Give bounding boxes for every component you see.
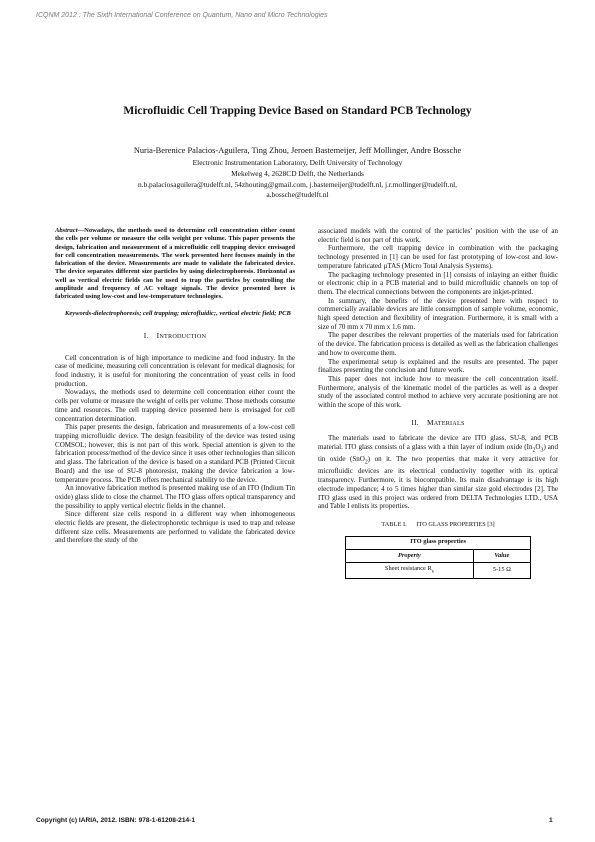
- table-column-header: Value: [473, 549, 530, 562]
- section-heading-materials: II. MATERIALS: [411, 417, 465, 427]
- right-column: [318, 227, 558, 579]
- intro-paragraph: This paper presents the design, fabrication and measurements of a low-cost cell trapping microfluidic device. The design feasibility of the device was tested using COMSOL; however, this is not part of this work. Special attention is given to the fabrication process/method of the device since it uses other technologies than silicon and glass. The fabrication of the device is based on a standard PCB (Printed Circuit Board) and the use of SU-8 photoresist, making the device fabrication a low-temperature process. The PCB offers mechanical stability to the device.: [55, 423, 295, 484]
- paper-title: Microfluidic Cell Trapping Device Based on Standard PCB Technology: [123, 105, 472, 117]
- intro-paragraph: An innovative fabrication method is presented making use of an ITO (Indium Tin oxide) glass slide to close the channel. The ITO glass offers optical transparency and the possibility to apply vertical electric fields in the channel.: [55, 484, 295, 510]
- abstract-dash: —: [77, 227, 85, 234]
- intro-paragraph: Since different size cells respond in a different way when inhomogeneous electric fields are present, the dielectrophoretic technique is used to trap and release different size cells. Measurements are performed to validate the fabricated device and therefore the study of the: [55, 510, 295, 545]
- body-paragraph: The experimental setup is explained and the results are presented. The paper finalizes presenting the conclusion and future work.: [318, 357, 558, 375]
- author-list: Nuria-Berenice Palacios-Aguilera, Ting Zhou, Jeroen Bastemeijer, Jeff Mollinger, Andre Bossche: [133, 146, 462, 155]
- affiliation-block: [40, 158, 555, 201]
- keywords: Keywords-dielectrophoresis; cell trapping; microfluidic;, vertical electric field; PCB: [65, 309, 291, 317]
- body-paragraph: The packaging technology presented in [1] consists of inlaying an either fluidic or electronic chip in a PCB material and to build microfluidic channels on top of them. The electrical connections between the components are inkjet-printed.: [318, 270, 558, 296]
- intro-paragraph: Nowadays, the methods used to determine cell concentration either count the cells per volume or measure the weight of cells per volume. Those methods consume time and resources. The cell trapping device presented here is envisaged for cell concentration determination.: [55, 388, 295, 423]
- section-heading-introduction: I. INTRODUCTION: [143, 330, 207, 340]
- table-cell: Sheet resistance $R_s$: [346, 563, 474, 579]
- conference-header: ICQNM 2012 : The Sixth International Conference on Quantum, Nano and Micro Technologies: [36, 12, 328, 19]
- left-column: [55, 227, 295, 545]
- body-paragraph: In summary, the benefits of the device presented here with respect to commercially available devices are little consumption of sample volume, economic, high speed detection and flexibility of integration. Furthermore, it is small with a size of 70 mm x 70 mm x 1.6 mm.: [318, 296, 558, 331]
- table-column-header: Property: [346, 549, 474, 562]
- abstract-label: Abstract: [55, 227, 78, 234]
- ito-properties-table: [345, 536, 531, 579]
- body-paragraph: This paper does not include how to measure the cell concentration itself. Furthermore, analysis of the kinematic model of the particles as well as a deeper study of the associated control method to achieve very accurate positioning are not within the scope of this work.: [318, 374, 558, 410]
- page-number: 1: [549, 817, 553, 824]
- table-caption: TABLE I. ITO GLASS PROPERTIES [3]: [381, 520, 495, 528]
- affiliation-lab: Electronic Instrumentation Laboratory, Delft University of Technology: [192, 158, 403, 167]
- affiliation-address: Mekelweg 4, 2628CD Delft, the Netherlands: [231, 168, 364, 178]
- abstract-text: Nowadays, the methods used to determine cell concentration either count the cells per volume or measure the cells weight per volume. This paper presents the design, fabrication and measurement of a microfluidic cell trapping device envisaged for cell concentration measurements. The work presented here focuses mainly in the fabrication of the device. Measurements are made to validate the fabricated device. The device separates different size particles by using dielectrophoresis. Horizontal as well as vertical electric fields can be used to trap the particles by controlling the amplitude and frequency of AC voltage signals. The device presented here is fabricated using low-cost and low-temperature technologies.: [55, 227, 295, 301]
- affiliation-emails-cont: a.bossche@tudelft.nl: [266, 190, 329, 200]
- abstract: [55, 227, 295, 302]
- table-group-header: ITO glass properties: [346, 536, 531, 549]
- body-paragraph: associated models with the control of the particles’ position with the use of an electric field is not part of this work.: [318, 227, 558, 244]
- affiliation-emails: n.b.palaciosaguilera@tudelft.nl, 54zhouting@gmail.com, j.bastemeijer@tudelft.nl, j.r.mollinger@tudelft.nl,: [137, 179, 458, 189]
- body-paragraph: The paper describes the relevant properties of the materials used for fabrication of the device. The fabrication process is detailed as well as the fabrication challenges and how to overcome them.: [318, 331, 558, 357]
- table-row: [346, 563, 531, 579]
- materials-paragraph: The materials used to fabricate the device are ITO glass, SU-8, and PCB material. ITO glass consists of a glass with a thin layer of indium oxide $(In_2O_3)$ and tin oxide (SnO$_2$) on it. The two properties that make it very attractive for microfluidic devices are its electrical conductivity together with its optical transparency. Furthermore, it is biocompatible. Its main disadvantage is its high electrode impedance; 4 to 5 times higher than similar size gold electrodes [2]. The ITO glass used in this project was ordered from DELTA Technologies LTD., USA and Table I enlists its properties.: [318, 434, 558, 511]
- intro-paragraph: Cell concentration is of high importance to medicine and food industry. In the case of medicine, measuring cell concentration is relevant for medical diagnosis; for food industry, it is useful for monitoring the concentration of yeast cells in food production.: [55, 353, 295, 388]
- table-cell: 5-15 Ω: [473, 563, 530, 579]
- copyright-footer: Copyright (c) IARIA, 2012. ISBN: 978-1-61208-214-1: [36, 817, 196, 824]
- body-paragraph: Furthermore, the cell trapping device in combination with the packaging technology presented in [1] can be used for fast prototyping of low-cost and low-temperature fabricated µTAS (Micro Total Analysis Systems).: [318, 244, 558, 270]
